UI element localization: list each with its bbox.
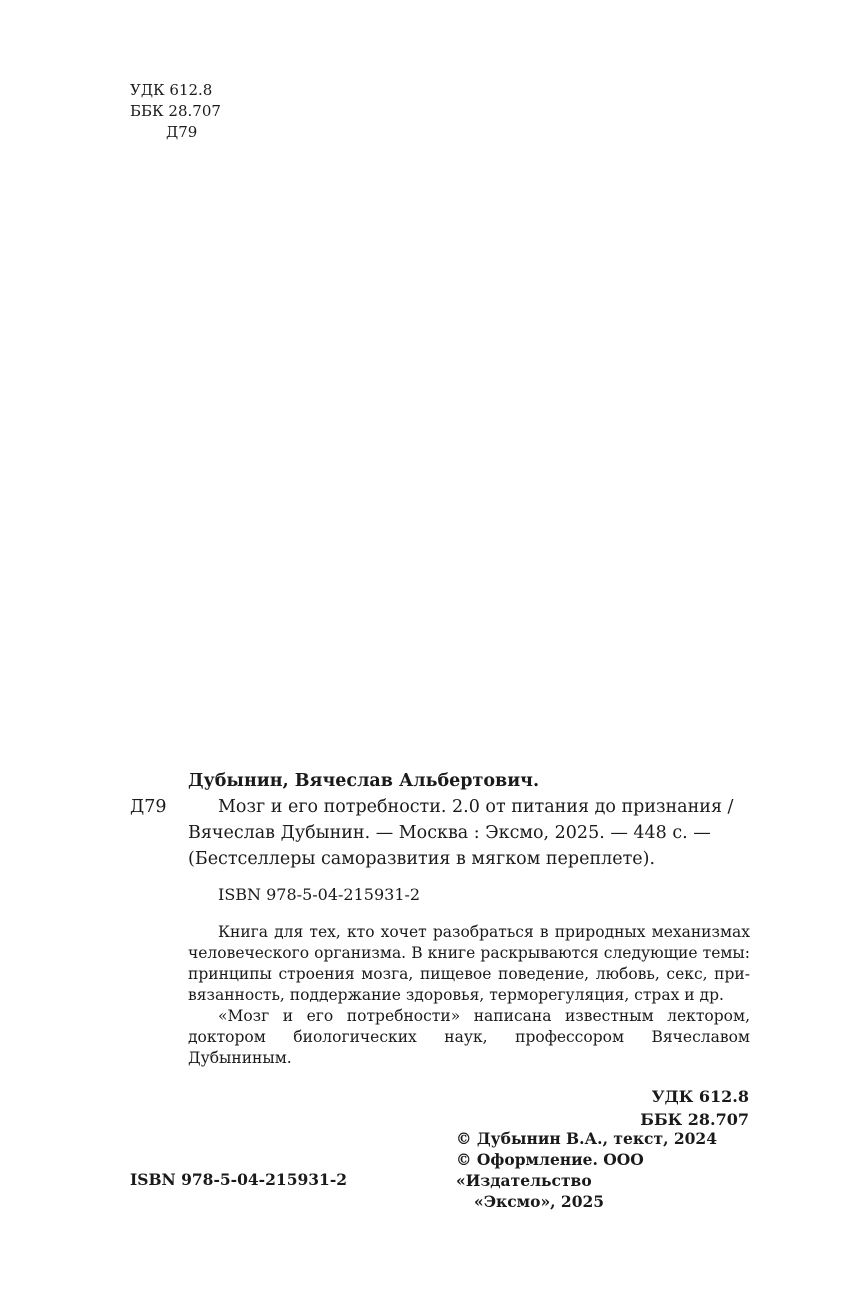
bbk-code-bold: ББК 28.707 — [640, 1110, 749, 1129]
isbn: ISBN 978-5-04-215931-2 — [218, 885, 421, 904]
entry-author-mark: Д79 — [130, 797, 167, 817]
udk-code-bold: УДК 612.8 — [651, 1087, 749, 1106]
description-line-1: Мозг и его потребности. 2.0 от питания до признания / — [218, 797, 734, 817]
description-line-2: Вячеслав Дубынин. — Москва : Эксмо, 2025. — 448 с. — — [188, 823, 711, 843]
copyright-design-continued: «Эксмо», 2025 — [474, 1192, 605, 1211]
author-mark: Д79 — [166, 123, 198, 141]
isbn-bottom: ISBN 978-5-04-215931-2 — [130, 1170, 348, 1189]
copyright-text: © Дубынин В.А., текст, 2024 — [456, 1129, 718, 1148]
annotation-paragraph-1: Книга для тех, кто хочет разобраться в природных механизмах человеческого организма. В книге раскрываются следующие темы: принципы строения мозга, пищевое поведение, любовь, секс, привязанность, поддержание здоровья, терморегуляция, страх и др. — [188, 923, 750, 1004]
bbk-code: ББК 28.707 — [130, 102, 221, 120]
copyright-design: © Оформление. ООО «Издательство — [456, 1150, 644, 1190]
bibliographic-description — [188, 794, 750, 872]
catalog-entry — [130, 768, 750, 1131]
udk-code: УДК 612.8 — [130, 81, 213, 99]
bibliographic-record — [130, 794, 750, 872]
classification-codes-bottom — [130, 1085, 750, 1131]
classification-codes-top — [130, 80, 221, 143]
annotation-paragraph-2: «Мозг и его потребности» написана известным лектором, доктором биологических наук, профессором Вячеславом Дубыниным. — [188, 1007, 750, 1067]
annotation — [188, 922, 750, 1069]
author-heading: Дубынин, Вячеслав Альбертович. — [188, 771, 540, 791]
copyright-block — [456, 1128, 756, 1212]
description-line-3: (Бестселлеры саморазвития в мягком переплете). — [188, 849, 656, 869]
